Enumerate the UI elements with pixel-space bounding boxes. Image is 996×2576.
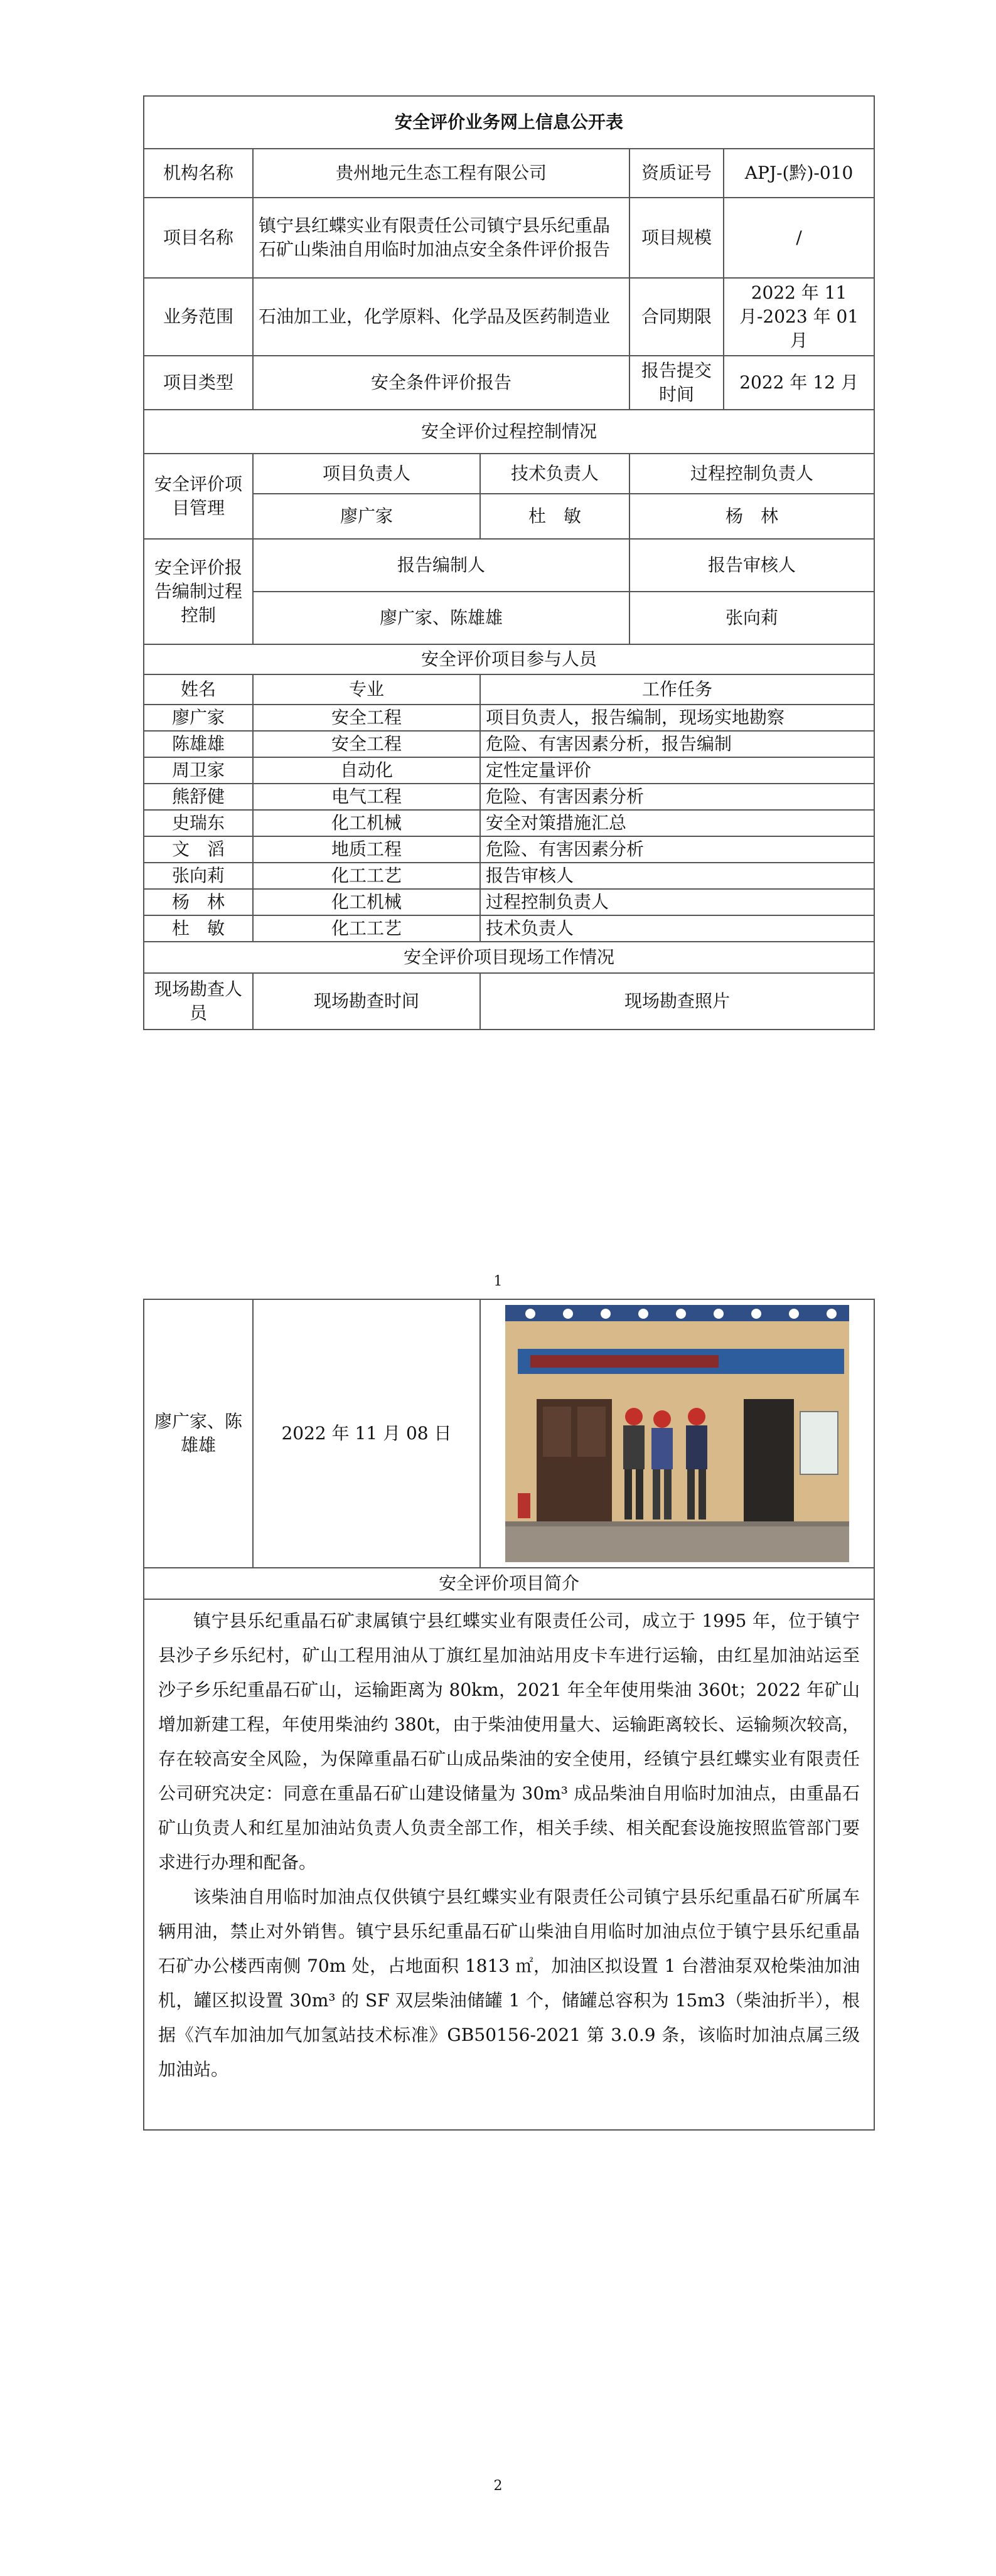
col-task-header: 工作任务: [480, 674, 874, 705]
project-label: 项目名称: [144, 198, 253, 278]
contract-label: 合同期限: [629, 278, 724, 356]
participant-major: 自动化: [253, 757, 480, 784]
participant-row: [144, 915, 874, 942]
col-name-header: 姓名: [144, 674, 253, 705]
intro-heading: 安全评价项目简介: [144, 1568, 874, 1599]
participant-major: 化工机械: [253, 810, 480, 836]
col-major-header: 专业: [253, 674, 480, 705]
page-title: 安全评价业务网上信息公开表: [144, 96, 874, 149]
participant-major: 化工机械: [253, 889, 480, 915]
participant-major: 安全工程: [253, 705, 480, 731]
contract-value: 2022 年 11 月-2023 年 01 月: [724, 278, 874, 356]
site-date-value: 2022 年 11 月 08 日: [253, 1299, 480, 1568]
submit-label: 报告提交时间: [629, 356, 724, 410]
cert-value: APJ-(黔)-010: [724, 149, 874, 198]
org-label: 机构名称: [144, 149, 253, 198]
pm-value: 廖广家: [253, 494, 480, 539]
participant-name: 熊舒健: [144, 784, 253, 810]
intro-body: [144, 1599, 874, 2130]
participant-task: 技术负责人: [480, 915, 874, 942]
site-heading: 安全评价项目现场工作情况: [144, 942, 874, 973]
participant-task: 项目负责人，报告编制，现场实地勘察: [480, 705, 874, 731]
site-staff-label: 现场勘查人员: [144, 973, 253, 1030]
pm-label: 项目负责人: [253, 454, 480, 494]
participant-task: 危险、有害因素分析，报告编制: [480, 731, 874, 757]
participant-major: 化工工艺: [253, 863, 480, 889]
ctrl-label: 过程控制负责人: [629, 454, 874, 494]
participant-row: [144, 810, 874, 836]
project-value: 镇宁县红蝶实业有限责任公司镇宁县乐纪重晶石矿山柴油自用临时加油点安全条件评价报告: [253, 198, 629, 278]
author-label: 报告编制人: [253, 539, 629, 592]
participant-major: 电气工程: [253, 784, 480, 810]
tech-value: 杜 敏: [480, 494, 629, 539]
site-photo-cell: [480, 1299, 874, 1568]
participant-task: 定性定量评价: [480, 757, 874, 784]
site-photo-label: 现场勘查照片: [480, 973, 874, 1030]
participant-major: 安全工程: [253, 731, 480, 757]
participant-task: 过程控制负责人: [480, 889, 874, 915]
participant-row: [144, 889, 874, 915]
participant-row: [144, 757, 874, 784]
process-heading: 安全评价过程控制情况: [144, 410, 874, 454]
participant-task: 危险、有害因素分析: [480, 784, 874, 810]
participant-task: 安全对策措施汇总: [480, 810, 874, 836]
participant-name: 杜 敏: [144, 915, 253, 942]
participant-row: [144, 784, 874, 810]
scope-label: 业务范围: [144, 278, 253, 356]
author-value: 廖广家、陈雄雄: [253, 592, 629, 644]
tech-label: 技术负责人: [480, 454, 629, 494]
reviewer-label: 报告审核人: [629, 539, 874, 592]
participant-major: 化工工艺: [253, 915, 480, 942]
site-survey-table: [143, 1299, 875, 2131]
site-photo: [505, 1305, 849, 1562]
participant-task: 危险、有害因素分析: [480, 836, 874, 863]
submit-value: 2022 年 12 月: [724, 356, 874, 410]
site-photo-image: [505, 1305, 849, 1562]
report-label: 安全评价报告编制过程控制: [144, 539, 253, 644]
type-value: 安全条件评价报告: [253, 356, 629, 410]
org-value: 贵州地元生态工程有限公司: [253, 149, 629, 198]
cert-label: 资质证号: [629, 149, 724, 198]
participant-row: [144, 731, 874, 757]
participant-rows: [144, 705, 874, 942]
participant-major: 地质工程: [253, 836, 480, 863]
scale-value: /: [724, 198, 874, 278]
participant-name: 陈雄雄: [144, 731, 253, 757]
ctrl-value: 杨 林: [629, 494, 874, 539]
participants-heading: 安全评价项目参与人员: [144, 644, 874, 674]
participant-name: 廖广家: [144, 705, 253, 731]
participant-name: 文 滔: [144, 836, 253, 863]
participant-name: 周卫家: [144, 757, 253, 784]
page-number-2: 2: [493, 2478, 503, 2494]
site-staff-value: 廖广家、陈雄雄: [144, 1299, 253, 1568]
participant-row: [144, 705, 874, 731]
scope-value: 石油加工业，化学原料、化学品及医药制造业: [253, 278, 629, 356]
info-disclosure-table: [143, 95, 875, 1030]
participant-row: [144, 836, 874, 863]
intro-paragraph-2: 该柴油自用临时加油点仅供镇宁县红蝶实业有限责任公司镇宁县乐纪重晶石矿所属车辆用油，禁止对外销售。镇宁县乐纪重晶石矿山柴油自用临时加油点位于镇宁县乐纪重晶石矿办公楼西南侧 70m 处，占地面积 1813 ㎡，加油区拟设置 1 台潜油泵双枪柴油加油机，罐区拟设置 30m³ 的 SF 双层柴油储罐 1 个，储罐总容积为 15m3（柴油折半），根据《汽车加油加气加氢站技术标准》GB50156-2021 第 3.0.9 条，该临时加油点属三级加油站。: [158, 1887, 860, 2080]
participant-name: 杨 林: [144, 889, 253, 915]
participant-row: [144, 863, 874, 889]
intro-paragraph-1: 镇宁县乐纪重晶石矿隶属镇宁县红蝶实业有限责任公司，成立于 1995 年，位于镇宁县沙子乡乐纪村，矿山工程用油从丁旗红星加油站用皮卡车进行运输，由红星加油站运至沙子乡乐纪重晶石矿山，运输距离为 80km，2021 年全年使用柴油 360t；2022 年矿山增加新建工程，年使用柴油约 380t，由于柴油使用量大、运输距离较长、运输频次较高，存在较高安全风险，为保障重晶石矿山成品柴油的安全使用，经镇宁县红蝶实业有限责任公司研究决定：同意在重晶石矿山建设储量为 30m³ 成品柴油自用临时加油点，由重晶石矿山负责人和红星加油站负责人负责全部工作，相关手续、相关配套设施按照监管部门要求进行办理和配备。: [158, 1610, 860, 1873]
participant-task: 报告审核人: [480, 863, 874, 889]
page-number-1: 1: [493, 1274, 503, 1289]
type-label: 项目类型: [144, 356, 253, 410]
reviewer-value: 张向莉: [629, 592, 874, 644]
participant-name: 史瑞东: [144, 810, 253, 836]
site-time-label: 现场勘查时间: [253, 973, 480, 1030]
mgmt-label: 安全评价项目管理: [144, 454, 253, 539]
participant-name: 张向莉: [144, 863, 253, 889]
scale-label: 项目规模: [629, 198, 724, 278]
